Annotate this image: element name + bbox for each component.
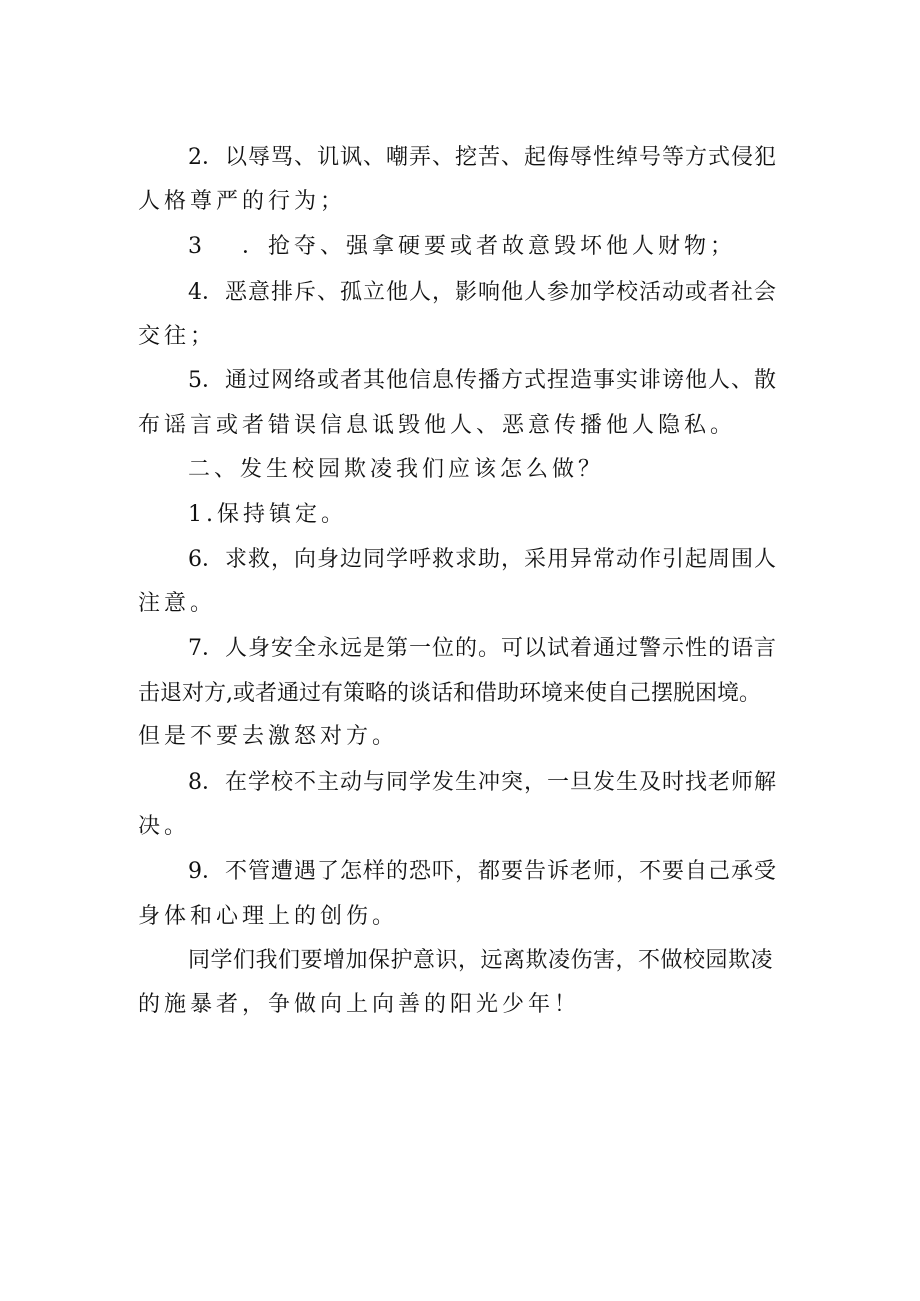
step-6-text-1: ．求救，向身边同学呼救求助，采用异常动作引起周围人 xyxy=(202,547,778,572)
step-1-line: 1.保持镇定。 xyxy=(188,502,347,527)
item-4-text-1: ．恶意排斥、孤立他人，影响他人参加学校活动或者社会 xyxy=(202,280,778,305)
item-3-text-1: ．抢夺、强拿硬要或者故意毁坏他人财物； xyxy=(242,234,737,259)
item-5-text-1: ．通过网络或者其他信息传播方式捏造事实诽谤他人、散 xyxy=(202,368,778,393)
item-3-number: 3 xyxy=(188,234,202,259)
item-2-number: 2 xyxy=(188,145,202,170)
item-5-line-2: 布谣言或者错误信息诋毁他人、恶意传播他人隐私。 xyxy=(138,413,737,438)
step-9-line-1 xyxy=(188,857,777,887)
step-8-line-2: 决。 xyxy=(138,814,191,839)
step-7-line-3: 但是不要去激怒对方。 xyxy=(138,724,399,749)
step-8-line-1 xyxy=(188,768,777,798)
section-2-heading: 二、发生校园欺凌我们应该怎么做？ xyxy=(188,457,605,482)
item-4-line-1 xyxy=(188,278,777,308)
step-7-number: 7 xyxy=(188,636,202,661)
step-8-number: 8 xyxy=(188,770,202,795)
step-8-text-1: ．在学校不主动与同学发生冲突，一旦发生及时找老师解 xyxy=(202,770,778,795)
item-2-text-1: ．以辱骂、讥讽、嘲弄、挖苦、起侮辱性绰号等方式侵犯 xyxy=(202,145,778,170)
step-9-line-2: 身体和心理上的创伤。 xyxy=(138,904,399,929)
item-4-line-2: 交往； xyxy=(138,324,217,349)
item-5-number: 5 xyxy=(188,368,202,393)
step-6-line-1 xyxy=(188,545,777,575)
step-6-number: 6 xyxy=(188,547,202,572)
step-7-text-1: ．人身安全永远是第一位的。可以试着通过警示性的语言 xyxy=(202,636,778,661)
step-7-line-1 xyxy=(188,634,777,664)
step-9-number: 9 xyxy=(188,859,202,884)
closing-line-1: 同学们我们要增加保护意识，远离欺凌伤害，不做校园欺凌 xyxy=(188,948,774,973)
item-5-line-1 xyxy=(188,366,777,396)
step-7-line-2: 击退对方,或者通过有策略的谈话和借助环境来使自己摆脱困境。 xyxy=(138,681,761,706)
step-9-text-1: ．不管遭遇了怎样的恐吓，都要告诉老师，不要自己承受 xyxy=(202,859,778,884)
item-3-line-1 xyxy=(188,232,736,262)
closing-line-2: 的施暴者，争做向上向善的阳光少年！ xyxy=(138,992,581,1017)
item-2-line-1 xyxy=(188,143,777,173)
item-2-line-2: 人格尊严的行为； xyxy=(138,189,347,214)
step-6-line-2: 注意。 xyxy=(138,591,217,616)
item-4-number: 4 xyxy=(188,280,202,305)
